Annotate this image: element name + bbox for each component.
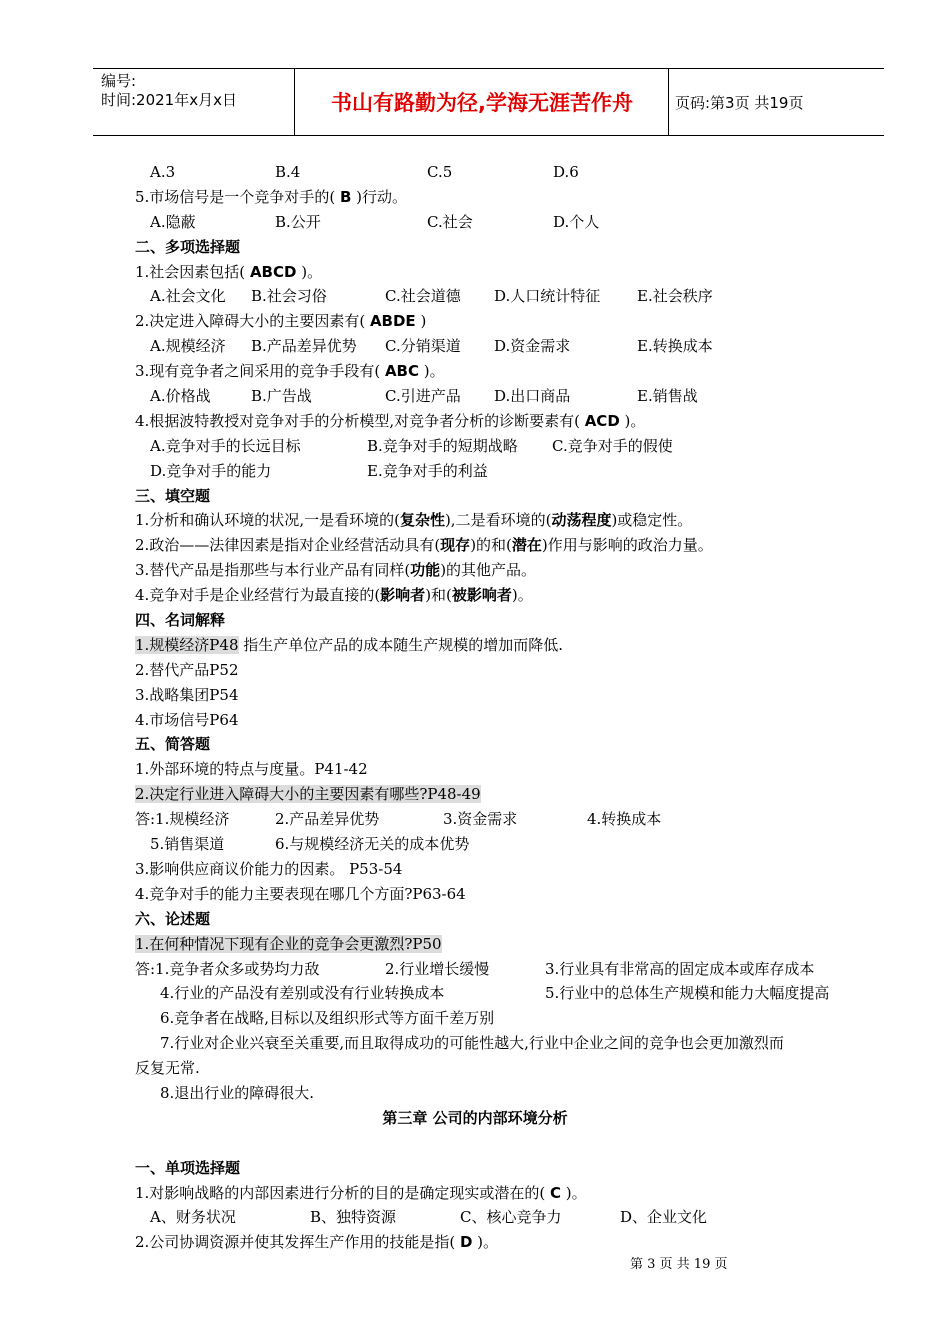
option: E.转换成本 — [637, 337, 713, 356]
time-label: 时间:2021年x月x日 — [101, 91, 237, 109]
option: C.5 — [427, 163, 453, 181]
term-line: 1.规模经济P48 指生产单位产品的成本随生产规模的增加而降低. — [135, 635, 564, 654]
option: A.竞争对手的长远目标 — [150, 436, 301, 455]
option: C.社会道德 — [385, 287, 461, 306]
answer-line: 答:1.规模经济 2.产品差异优势 3.资金需求 4.转换成本 — [135, 810, 662, 829]
question: 1.社会因素包括( ABCD )。 — [135, 262, 323, 281]
section-heading: 三、填空题 — [135, 486, 211, 505]
fill-blank-line: 2.政治——法律因素是指对企业经营活动具有(现存)的和(潜在)作用与影响的政治力量。 — [135, 536, 713, 555]
option: C.竞争对手的假使 — [552, 436, 673, 455]
answer: ACD — [584, 411, 620, 430]
document-body — [135, 160, 880, 1255]
options-line — [135, 459, 880, 484]
answer: 复杂性 — [399, 511, 445, 530]
option: B、独特资源 — [310, 1208, 397, 1227]
question: 2.决定进入障碍大小的主要因素有( ABDE ) — [135, 312, 427, 331]
highlighted-text: 1.在何种情况下现有企业的竞争会更激烈?P50 — [135, 934, 442, 953]
options-line — [135, 334, 880, 359]
fill-blank-line: 3.替代产品是指那些与本行业产品有同样(功能)的其他产品。 — [135, 561, 537, 580]
header-motto: 书山有路勤为径,学海无涯苦作舟 — [331, 91, 633, 115]
answer-line: 答:1.竞争者众多或势均力敌 2.行业增长缓慢 3.行业具有非常高的固定成本或库存成本 — [135, 959, 815, 978]
page-header — [93, 68, 884, 136]
answer: D — [459, 1233, 473, 1252]
answer: 功能 — [410, 561, 441, 580]
option: B.竞争对手的短期战略 — [367, 436, 518, 455]
answer-line: 8.退出行业的障碍很大. — [160, 1083, 315, 1102]
option: D.出口商品 — [494, 387, 571, 406]
question — [135, 782, 880, 807]
question: 3.影响供应商议价能力的因素。 P53-54 — [135, 859, 403, 878]
option: A、财务状况 — [150, 1208, 236, 1227]
option: B.社会习俗 — [251, 287, 327, 306]
options-line — [135, 160, 880, 185]
question: 2.公司协调资源并使其发挥生产作用的技能是指( D )。 — [135, 1233, 499, 1252]
question: 5.市场信号是一个竞争对手的( B )行动。 — [135, 187, 407, 206]
option: D.资金需求 — [494, 337, 571, 356]
option: D.6 — [553, 163, 579, 181]
option: E.竞争对手的利益 — [367, 461, 488, 480]
option: B.产品差异优势 — [251, 337, 357, 356]
section-heading: 六、论述题 — [135, 909, 211, 928]
answer: 现存 — [440, 536, 471, 555]
fill-blank-line: 4.竞争对手是企业经营行为最直接的(影响者)和(被影响者)。 — [135, 586, 533, 605]
question: 1.对影响战略的内部因素进行分析的目的是确定现实或潜在的( C )。 — [135, 1183, 587, 1202]
question: 3.现有竞争者之间采用的竞争手段有( ABC )。 — [135, 362, 445, 381]
option: D.个人 — [553, 212, 600, 231]
options-line — [135, 284, 880, 309]
highlighted-text: 1.规模经济P48 — [135, 635, 239, 654]
options-line — [135, 434, 880, 459]
question: 1.外部环境的特点与度量。P41-42 — [135, 760, 368, 779]
answer-line: 5.销售渠道 6.与规模经济无关的成本优势 — [150, 835, 470, 854]
answer: 影响者 — [380, 586, 426, 605]
question: 4.根据波特教授对竞争对手的分析模型,对竞争者分析的诊断要素有( ACD )。 — [135, 411, 646, 430]
question — [135, 932, 880, 957]
option: B.4 — [275, 163, 301, 181]
answer: 潜在 — [511, 536, 542, 555]
answer-line: 7.行业对企业兴衰至关重要,而且取得成功的可能性越大,行业中企业之间的竞争也会更加激烈而 — [160, 1034, 784, 1053]
option: D、企业文化 — [620, 1208, 708, 1227]
option: A.价格战 — [150, 387, 211, 406]
option: D.人口统计特征 — [494, 287, 601, 306]
option: A.隐蔽 — [150, 212, 196, 231]
section-heading: 五、简答题 — [135, 735, 211, 754]
option: C.引进产品 — [385, 387, 461, 406]
option: E.销售战 — [637, 387, 698, 406]
highlighted-text: 2.决定行业进入障碍大小的主要因素有哪些?P48-49 — [135, 785, 481, 804]
section-heading: 一、单项选择题 — [135, 1158, 241, 1177]
answer: ABDE — [369, 312, 416, 331]
option: A.社会文化 — [150, 287, 226, 306]
option: C.社会 — [427, 212, 473, 231]
chapter-title: 第三章 公司的内部环境分析 — [382, 1108, 568, 1127]
header-meta — [101, 69, 291, 135]
answer: B — [339, 187, 352, 206]
page-footer: 第 3 页 共 19 页 — [630, 1257, 728, 1272]
options-line — [135, 384, 880, 409]
answer: C — [549, 1183, 561, 1202]
answer-line: 4.行业的产品没有差别或没有行业转换成本 5.行业中的总体生产规模和能力大幅度提高 — [160, 984, 830, 1003]
term-line: 2.替代产品P52 — [135, 660, 239, 679]
term-line: 4.市场信号P64 — [135, 710, 239, 729]
option: E.社会秩序 — [637, 287, 713, 306]
option: B.广告战 — [251, 387, 312, 406]
options-line — [135, 210, 880, 235]
question: 4.竞争对手的能力主要表现在哪几个方面?P63-64 — [135, 884, 466, 903]
section-heading: 四、名词解释 — [135, 611, 226, 630]
option: C、核心竞争力 — [460, 1208, 562, 1227]
section-heading: 二、多项选择题 — [135, 237, 241, 256]
answer-line: 6.竞争者在战略,目标以及组织形式等方面千差万别 — [160, 1009, 495, 1028]
term-line: 3.战略集团P54 — [135, 685, 239, 704]
answer: ABC — [384, 362, 419, 381]
option: D.竞争对手的能力 — [150, 461, 272, 480]
spacer — [135, 1131, 880, 1156]
header-page-label: 页码:第3页 共19页 — [675, 93, 804, 112]
answer: 被影响者 — [451, 586, 512, 605]
header-divider — [294, 69, 295, 135]
answer: ABCD — [249, 262, 297, 281]
option: C.分销渠道 — [385, 337, 461, 356]
option: A.3 — [150, 163, 176, 181]
answer-line: 反复无常. — [135, 1059, 200, 1078]
options-line — [135, 1205, 880, 1230]
header-divider — [668, 69, 669, 135]
option: A.规模经济 — [150, 337, 226, 356]
option: B.公开 — [275, 212, 321, 231]
id-label: 编号: — [101, 72, 137, 90]
fill-blank-line: 1.分析和确认环境的状况,一是看环境的(复杂性),二是看环境的(动荡程度)或稳定性。 — [135, 511, 693, 530]
answer: 动荡程度 — [551, 511, 612, 530]
